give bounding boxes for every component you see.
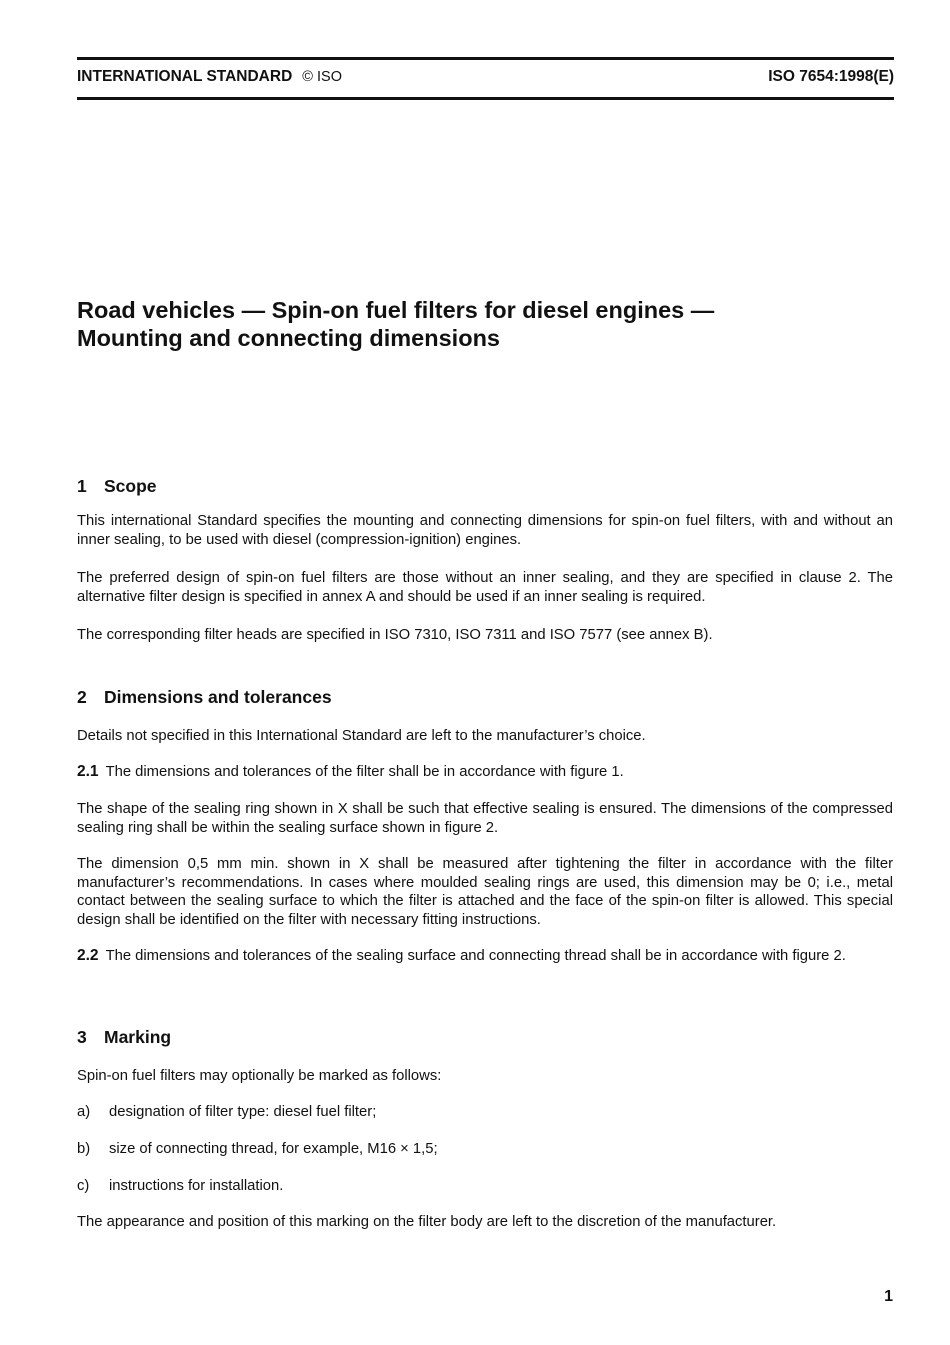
title-line-1: Road vehicles — Spin-on fuel filters for diesel engines — (77, 297, 715, 323)
section-number: 1 (77, 476, 87, 496)
scope-paragraph-1: This international Standard specifies the mounting and connecting dimensions for spin-on fuel filters, with and without an inner sealing, to be used with diesel (compression-ignition) engines. (77, 513, 893, 548)
page-number: 1 (884, 1288, 893, 1305)
scope-paragraph-3: The corresponding filter heads are specified in ISO 7310, ISO 7311 and ISO 7577 (see annex B). (77, 627, 713, 643)
header-doc-number: ISO 7654:1998(E) (768, 68, 894, 85)
subclause-text: The dimensions and tolerances of the sealing surface and connecting thread shall be in accordance with figure 2. (105, 948, 846, 964)
subclause-2-2 (77, 947, 893, 966)
title-line-2: Mounting and connecting dimensions (77, 325, 500, 351)
list-item (77, 1140, 438, 1159)
dimensions-paragraph-3: The dimension 0,5 mm min. shown in X shall be measured after tightening the filter in accordance with the filter manufacturer’s recommendations. In cases where moulded sealing rings are used, this dimension may be 0; i.e., metal contact between the sealing surface to which the filter is attached and the face of the spin-on filter is allowed. This special design shall be identified on the filter with necessary fitting instructions. (77, 856, 893, 928)
subclause-text: The dimensions and tolerances of the filter shall be in accordance with figure 1. (105, 764, 624, 780)
marking-closing: The appearance and position of this marking on the filter body are left to the discretion of the manufacturer. (77, 1214, 777, 1230)
section-title: Scope (104, 476, 157, 496)
header-top-rule (77, 57, 894, 60)
running-header (77, 68, 894, 88)
section-heading-scope (77, 476, 157, 497)
header-left (77, 68, 342, 86)
section-title: Marking (104, 1027, 172, 1047)
section-heading-dimensions (77, 687, 332, 708)
subclause-2-1 (77, 763, 893, 782)
dimensions-paragraph-2: The shape of the sealing ring shown in X shall be such that effective sealing is ensured. The dimensions of the compressed sealing ring shall be within the sealing surface shown in figure 2. (77, 801, 893, 836)
list-item-label: a) (77, 1104, 91, 1120)
list-item (77, 1177, 283, 1196)
list-item-text: designation of filter type: diesel fuel filter; (109, 1104, 377, 1120)
subclause-number: 2.1 (77, 763, 99, 780)
list-item-label: c) (77, 1178, 90, 1194)
section-number: 2 (77, 687, 87, 707)
list-item-label: b) (77, 1141, 91, 1157)
subclause-number: 2.2 (77, 947, 99, 964)
document-title (77, 296, 894, 352)
section-title: Dimensions and tolerances (104, 687, 332, 707)
list-item (77, 1103, 376, 1122)
marking-intro: Spin-on fuel filters may optionally be marked as follows: (77, 1068, 442, 1084)
list-item-text: instructions for installation. (109, 1178, 284, 1194)
scope-paragraph-2: The preferred design of spin-on fuel filters are those without an inner sealing, and they are specified in clause 2. The alternative filter design is specified in annex A and should be used if an inner sealing is required. (77, 570, 893, 605)
dimensions-paragraph-1: Details not specified in this International Standard are left to the manufacturer’s choice. (77, 728, 646, 744)
section-heading-marking (77, 1027, 171, 1048)
header-bottom-rule (77, 97, 894, 100)
header-standard-label: INTERNATIONAL STANDARD (77, 68, 293, 85)
header-copyright: © ISO (302, 69, 342, 85)
list-item-text: size of connecting thread, for example, M16 × 1,5; (109, 1141, 438, 1157)
section-number: 3 (77, 1027, 87, 1047)
